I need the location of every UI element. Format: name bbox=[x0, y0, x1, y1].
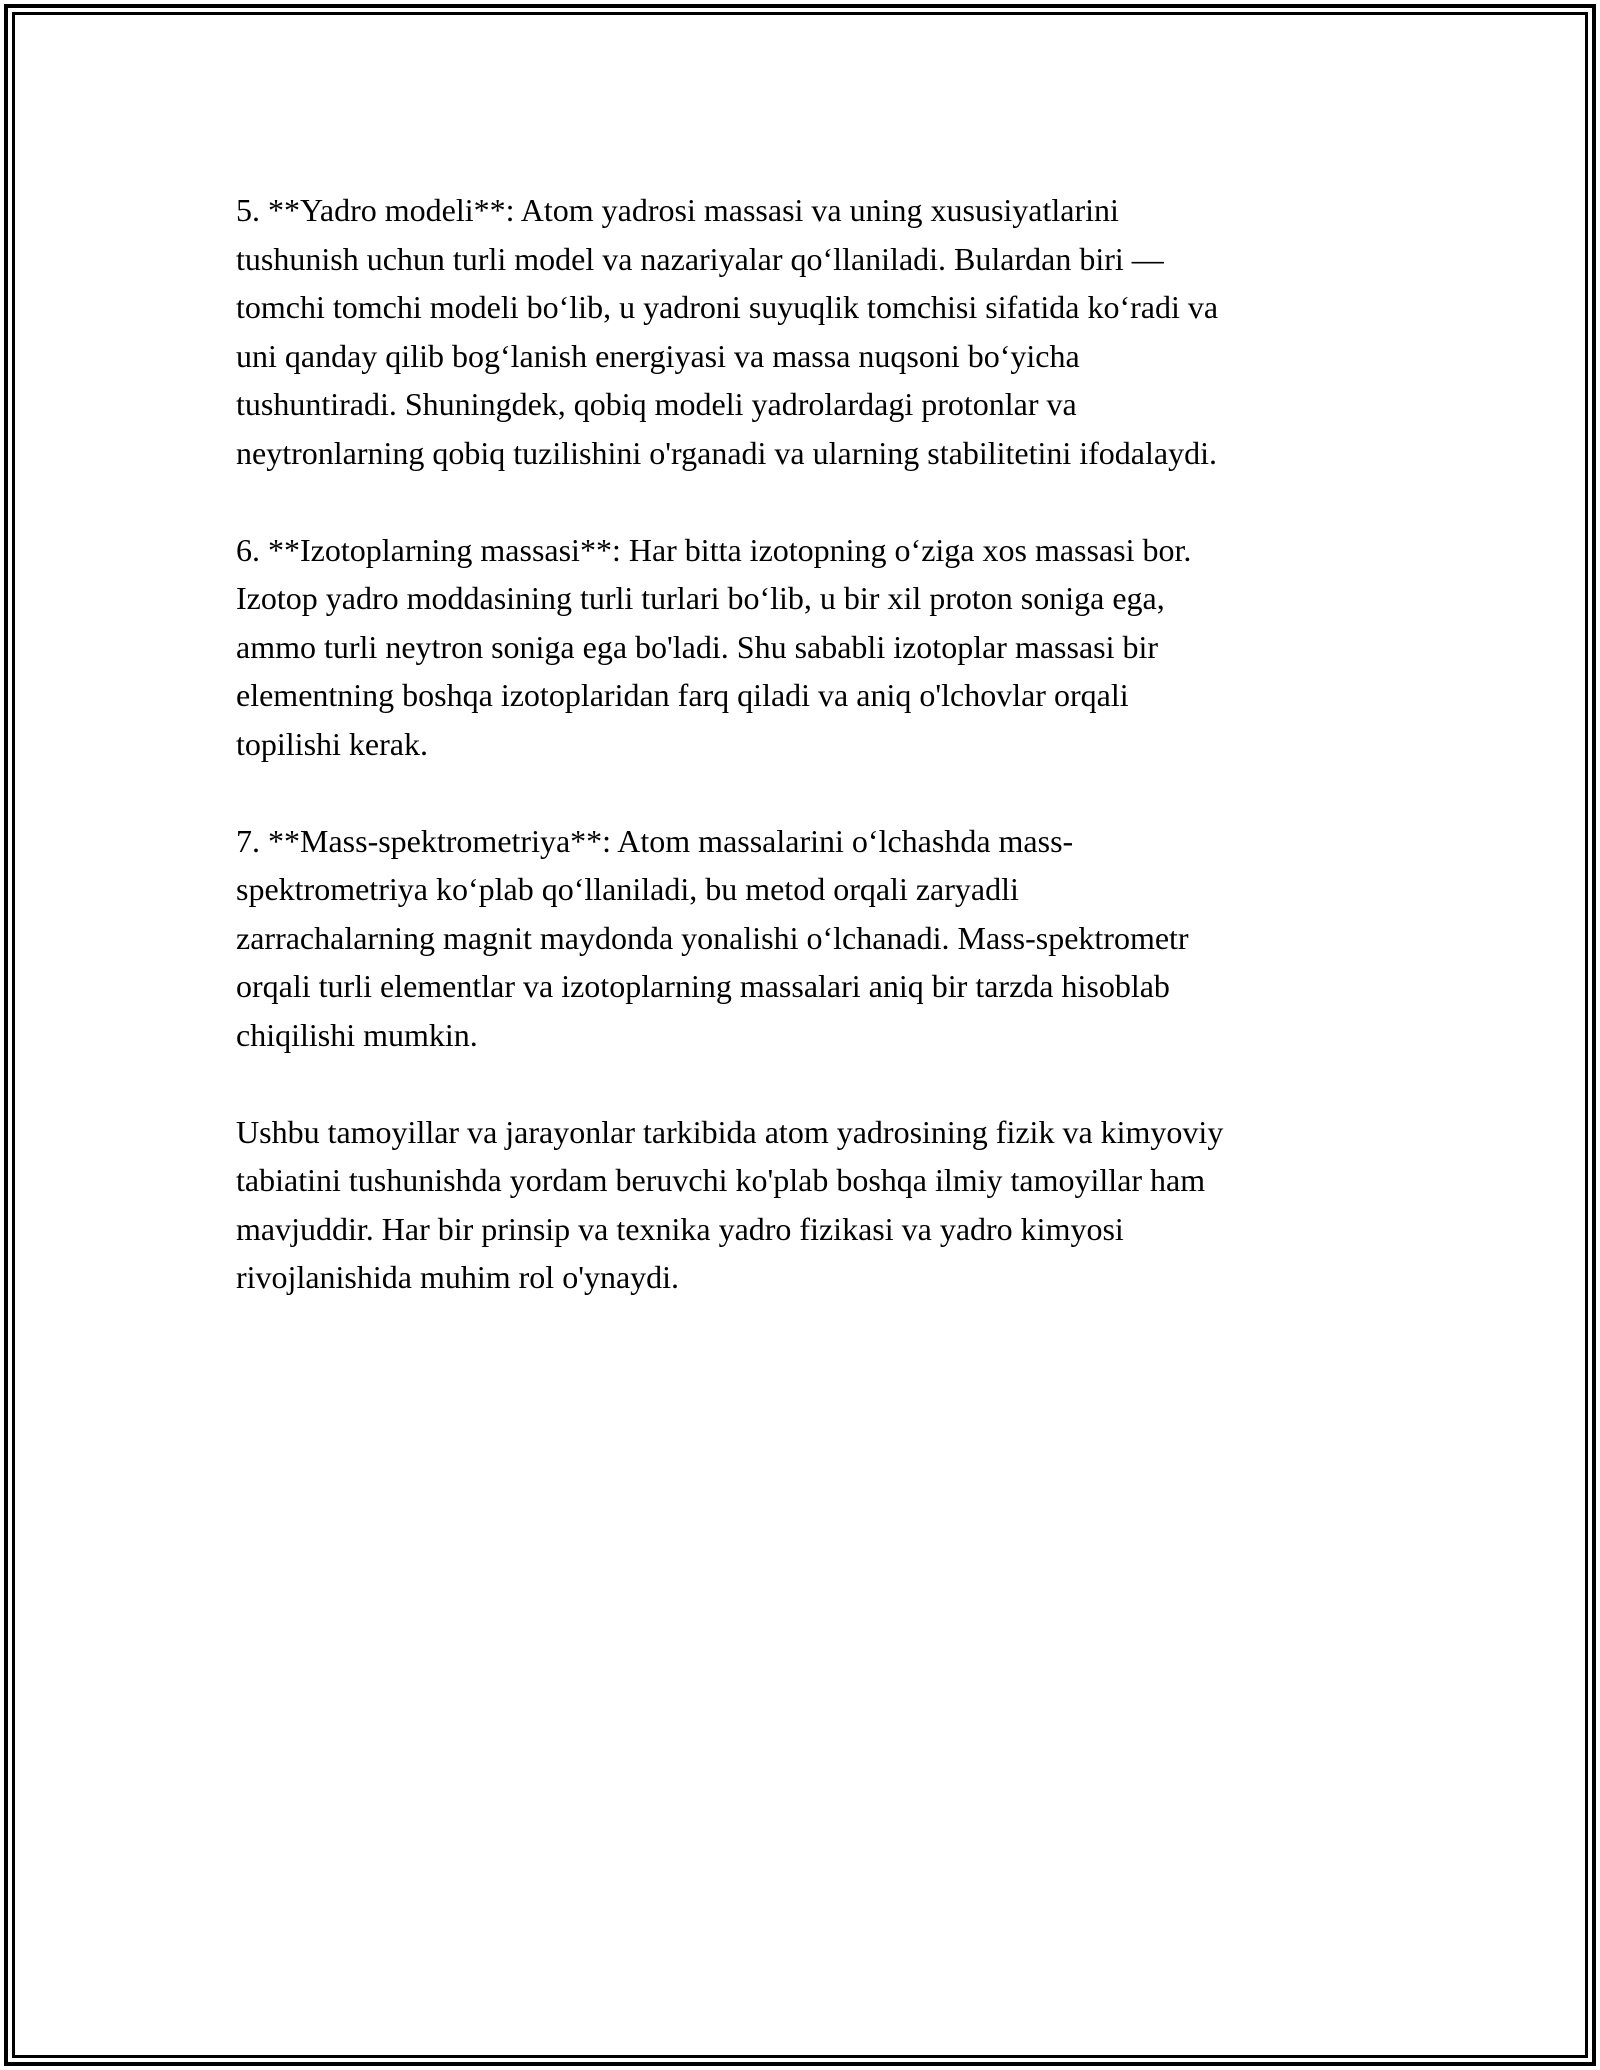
text-line: tomchi tomchi modeli bo‘lib, u yadroni suyuqlik tomchisi sifatida ko‘radi va bbox=[236, 289, 1219, 325]
paragraph-izotoplarning-massasi bbox=[236, 526, 1376, 769]
text-line: topilishi kerak. bbox=[236, 725, 428, 762]
text-line: spektrometriya ko‘plab qo‘llaniladi, bu metod orqali zaryadli bbox=[236, 871, 1019, 907]
text-line: rivojlanishida muhim rol o'ynaydi. bbox=[236, 1259, 680, 1295]
text-line: tushunish uchun turli model va nazariyalar qo‘llaniladi. Bulardan biri — bbox=[236, 240, 1164, 277]
text-line: orqali turli elementlar va izotoplarning massalari aniq bir tarzda hisoblab bbox=[236, 968, 1170, 1004]
document-body bbox=[236, 186, 1376, 1350]
text-line: 7. **Mass-spektrometriya**: Atom massalarini o‘lchashda mass- bbox=[236, 822, 1074, 859]
paragraph-mass-spektrometriya bbox=[236, 817, 1376, 1060]
text-line: 6. **Izotoplarning massasi**: Har bitta izotopning o‘ziga xos massasi bor. bbox=[236, 531, 1192, 568]
text-line: uni qanday qilib bog‘lanish energiyasi va massa nuqsoni bo‘yicha bbox=[236, 337, 1080, 374]
text-line: elementning boshqa izotoplaridan farq qiladi va aniq o'lchovlar orqali bbox=[236, 677, 1129, 713]
text-line: mavjuddir. Har bir prinsip va texnika yadro fizikasi va yadro kimyosi bbox=[236, 1210, 1124, 1247]
paragraph-conclusion bbox=[236, 1108, 1376, 1302]
text-line: 5. **Yadro modeli**: Atom yadrosi massasi va uning xususiyatlarini bbox=[236, 192, 1119, 228]
text-line: zarrachalarning magnit maydonda yonalishi o‘lchanadi. Mass-spektrometr bbox=[236, 919, 1189, 956]
text-line: Izotop yadro moddasining turli turlari bo‘lib, u bir xil proton soniga ega, bbox=[236, 580, 1165, 616]
text-line: neytronlarning qobiq tuzilishini o'rganadi va ularning stabilitetini ifodalaydi. bbox=[236, 434, 1217, 471]
text-line: tabiatini tushunishda yordam beruvchi ko'plab boshqa ilmiy tamoyillar ham bbox=[236, 1162, 1206, 1198]
text-line: chiqilishi mumkin. bbox=[236, 1016, 478, 1053]
text-line: Ushbu tamoyillar va jarayonlar tarkibida atom yadrosining fizik va kimyoviy bbox=[236, 1113, 1224, 1150]
text-line: tushuntiradi. Shuningdek, qobiq modeli yadrolardagi protonlar va bbox=[236, 386, 1077, 422]
paragraph-yadro-modeli bbox=[236, 186, 1376, 477]
text-line: ammo turli neytron soniga ega bo'ladi. Shu sababli izotoplar massasi bir bbox=[236, 628, 1159, 665]
